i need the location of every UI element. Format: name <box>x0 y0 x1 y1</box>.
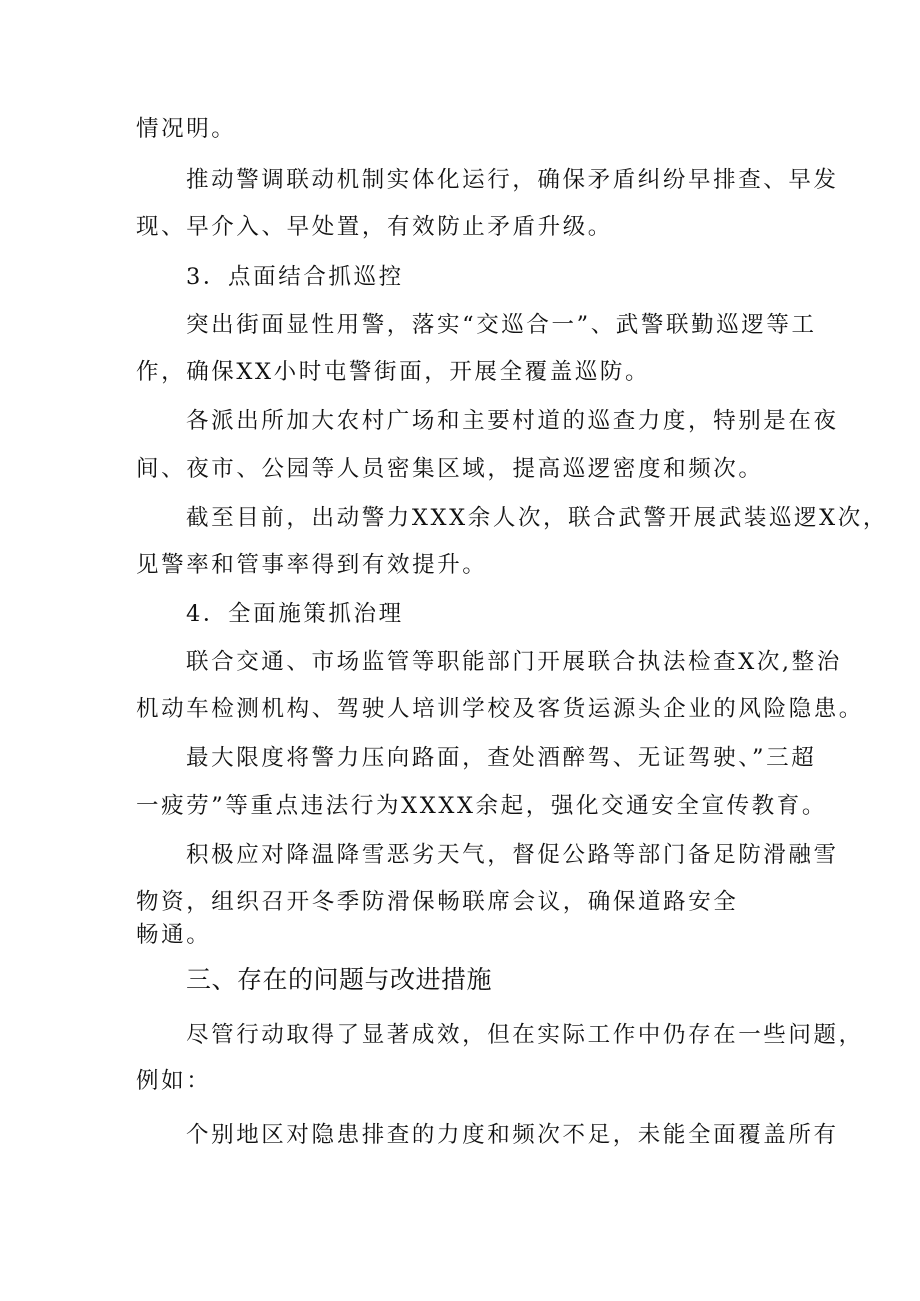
text-line: 情况明。 <box>136 116 237 142</box>
text-line: 间、夜市、公园等人员密集区域，提高巡逻密度和频次。 <box>136 456 764 482</box>
text-line: 现、早介入、早处置，有效防止矛盾升级。 <box>136 214 613 240</box>
paragraph-first-line: 联合交通、市场监管等职能部门开展联合执法检查X次,整治 <box>186 649 842 675</box>
text-line: 机动车检测机构、驾驶人培训学校及客货运源头企业的风险隐患。 <box>136 696 864 722</box>
text-line: 物资，组织召开冬季防滑保畅联席会议，确保道路安全 <box>136 889 739 915</box>
text-line: 见警率和管事率得到有效提升。 <box>136 552 488 578</box>
paragraph-first-line: 尽管行动取得了显著成效，但在实际工作中仍存在一些问题， <box>186 1022 864 1048</box>
text-line: 一疲劳”等重点违法行为XXXX余起，强化交通安全宣传教育。 <box>136 793 827 819</box>
subheading-4: 4．全面施策抓治理 <box>186 601 404 627</box>
text-line: 例如： <box>136 1068 212 1094</box>
paragraph-first-line: 突出街面显性用警，落实“交巡合一”、武警联勤巡逻等工 <box>186 312 817 338</box>
section-heading: 三、存在的问题与改进措施 <box>186 965 493 994</box>
paragraph-first-line: 个别地区对隐患排查的力度和频次不足，未能全面覆盖所有 <box>186 1122 839 1148</box>
paragraph-first-line: 最大限度将警力压向路面，查处酒醉驾、无证驾驶、”三超 <box>186 745 817 771</box>
text-line: 作，确保XX小时屯警街面，开展全覆盖巡防。 <box>136 359 651 385</box>
paragraph-first-line: 各派出所加大农村广场和主要村道的巡查力度，特别是在夜 <box>186 408 839 434</box>
paragraph-first-line: 截至目前，出动警力XXX余人次，联合武警开展武装巡逻X次， <box>186 505 888 531</box>
subheading-3: 3．点面结合抓巡控 <box>186 264 404 290</box>
text-line: 畅通。 <box>136 922 212 948</box>
paragraph-first-line: 积极应对降温降雪恶劣天气，督促公路等部门备足防滑融雪 <box>186 842 839 868</box>
paragraph-first-line: 推动警调联动机制实体化运行，确保矛盾纠纷早排查、早发 <box>186 167 839 193</box>
